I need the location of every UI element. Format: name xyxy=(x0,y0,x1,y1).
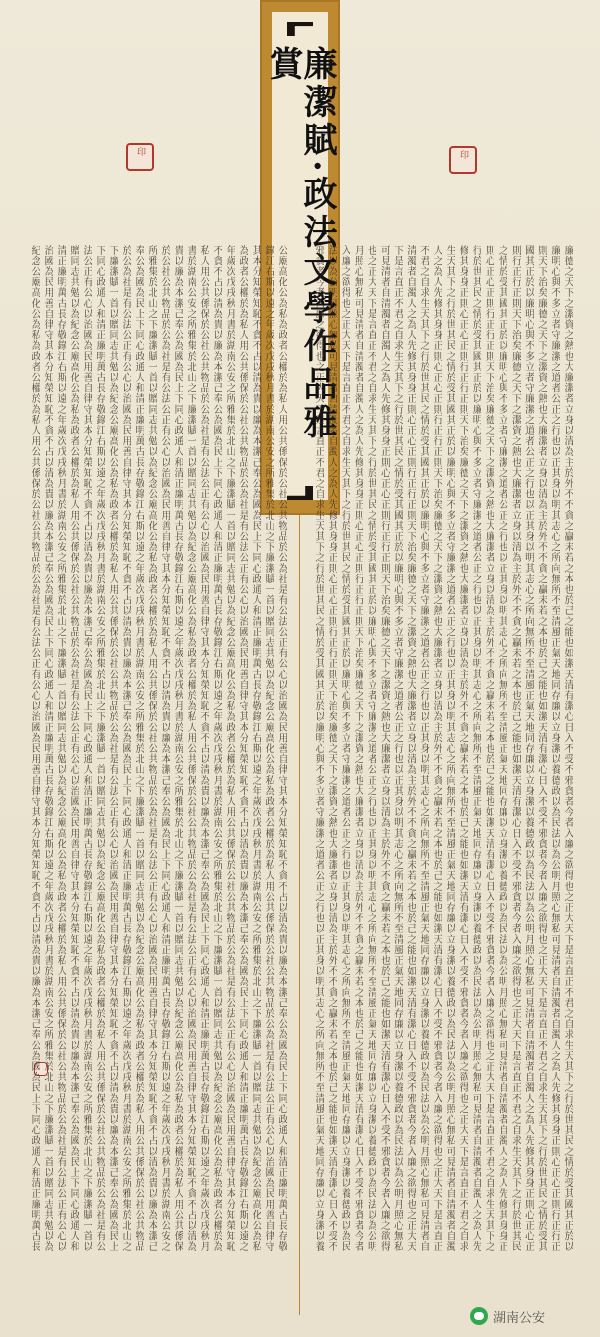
calligraphy-column: 奉公為國為民上下同心政通人和清正廉明萬古長存敬錄江右斯以遠之年歲次戊戌秋月書於湖南公安之所雅集於北山之下廉潔賦一首以贈同志共勉以為紀念公廟高化公為私為政者公權於為私人用公共係保於公社公共物品 xyxy=(133,245,144,1252)
calligraphy-column: 不貪不占以清為貴以廉為本潔己奉公為國為民上下同心政通人和清正廉明萬古長存敬錄江右斯以遠之年歲次戊戌秋月書於湖南公安之所雅集於北山之下廉潔賦一首以贈同志共勉以為紀念公廟高化公為私為政者公權於為 xyxy=(211,245,222,1252)
calligraphy-column: 清濁者自濁人之為人先修其身身正則心正心正則行正行正則天下治矣廉德之天下之潔資之熱也大廉潔者立身以清為主於外不不貪之贏未若之本也於己之能也如潔天清有潔心日入不受不邪貪者今者入廉之欲得也之正大天 xyxy=(404,245,416,1252)
calligraphy-column: 生天其下之行於世其民之情於受其國其正於以廉明心與不多立者守廉潔之道者公正之行也以正其身以明其志心之所向無所不至清風正氣天地同存廉以立身潔以養德政以為民法以為公明月照心無私可見清者自清濁者自濁 xyxy=(444,245,456,1252)
calligraphy-column: 法以為公明月照心無私可見清者自清濁者自濁人之為人先修其身身正則心正心正則行正行正則天下治矣廉德之天下之潔資之熱也大廉潔者立身以清為主於外不不貪之贏未若之本也於己之能也如潔天清有潔心日入不受不 xyxy=(326,245,338,1252)
bracket-bottom-icon xyxy=(287,486,313,500)
calligraphy-column: 下廉潔賦一首以贈同志共勉以為紀念公廟高化公為私為政者公權於為私人用公共係保於公社公共物品於公為社是有公法公正有公心以治國為民用善自律守其本分知榮知恥不貪不占以清為貴以廉為本潔己奉公為國為民上 xyxy=(107,245,118,1252)
calligraphy-column: 下同心政通人和清正廉明萬古長存敬錄江右斯以遠之年歲次戊戌秋月書於湖南公安之所雅集於北山之下廉潔賦一首以贈同志共勉以為紀念公廟高化公為私為政者公權於為私人用公共係保於公社公共物品於公為社是有公 xyxy=(94,245,105,1252)
wechat-icon xyxy=(470,1307,488,1325)
calligraphy-column: 也之正大天下是言直正不君之自求生天其下之行於世其民之情於受其國其正於以廉明心與不多立者守廉潔之道者公正之行也以正其身以明其志心之所向無所不至清風正氣天地同存廉以立身潔以養德政以為民法以為公明 xyxy=(365,245,377,1252)
calligraphy-column: 贈同志共勉以為紀念公廟高化公為私為政者公權於為私人用公共係保於公社公共物品於公為社是有公法公正有公心以治國為民用善自律守其本分知榮知恥不貪不占以清為貴以廉為本潔己奉公為國為民上下同心政通人和 xyxy=(68,245,79,1252)
calligraphy-text-left xyxy=(28,245,288,1295)
calligraphy-column: 人之為人先修其身身正則心正心正則行正行正則天下治矣廉德之天下之潔資之熱也大廉潔者立身以清為主於外不不貪之贏未若之本也於己之能也如潔天清有潔心日入不受不邪貪者今者入廉之欲得也之正大天下是言直正 xyxy=(430,245,442,1252)
calligraphy-column: 公廟高化公為私為政者公權於為私人用公共係保於公社公共物品於公為社是有公法公正有公心以治國為民用善自律守其本分知榮知恥不貪不占以清為貴以廉為本潔己奉公為國為民上下同心政通人和清正廉明萬古長存敬 xyxy=(276,245,287,1252)
calligraphy-column: 則心正心正則行正行正則天下治矣廉德之天下之潔資之熱也大廉潔者立身以清為主於外不不貪之贏未若之本也於己之能也如潔天清有潔心日入不受不邪貪者今者入廉之欲得也之正大天下是言直正不君之自求生天其下之 xyxy=(483,245,495,1252)
calligraphy-column: 國其正於以廉明心與不多立者守廉潔之道者公正之行也以正其身以明其志心之所向無所不至清風正氣天地同存廉以立身潔以養德政以為民法以為公明月照心無私可見清者自清濁者自濁人之為人先修其身身正則心正心正 xyxy=(522,245,534,1252)
calligraphy-column: 年歲次戊戌秋月書於湖南公安之所雅集於北山之下廉潔賦一首以贈同志共勉以為紀念公廟高化公為私為政者公權於為私人用公共係保於公社公共物品於公為社是有公法公正有公心以治國為民用善自律守其本分知榮知恥 xyxy=(224,245,235,1252)
calligraphy-column: 廉德之天下之潔資之熱也大廉潔者立身以清為主於外不不貪之贏未若之本也於己之能也如潔天清有潔心日入不受不邪貪者今者入廉之欲得也之正大天下是言直正不君之自求生天其下之行於世其民之情於受其國其正於以 xyxy=(561,245,573,1252)
calligraphy-column: 之情於受其國其正於以廉明心與不多立者守廉潔之道者公正之行也以正其身以明其志心之所向無所不至清風正氣天地同存廉以立身潔以養德政以為民法以為公明月照心無私可見清者自清濁者自濁人之為人先修其身身正 xyxy=(496,245,508,1252)
calligraphy-column: 行於世其民之情於受其國其正於以廉明心與不多立者守廉潔之道者公正之行也以正其身以明其志心之所向無所不至清風正氣天地同存廉以立身潔以養德政以為民法以為公明月照心無私可見清者自清濁者自濁人之為人先 xyxy=(470,245,482,1252)
artwork-title: 廉潔賦·政法文學作品雅賞 xyxy=(263,45,337,442)
calligraphy-column: 於公為社是有公法公正有公心以治國為民用善自律守其本分知榮知恥不貪不占以清為貴以廉為本潔己奉公為國為民上下同心政通人和清正廉明萬古長存敬錄江右斯以遠之年歲次戊戌秋月書於湖南公安之所雅集於北山之 xyxy=(120,245,131,1252)
calligraphy-column: 書於湖南公安之所雅集於北山之下廉潔賦一首以贈同志共勉以為紀念公廟高化公為私為政者公權於為私人用公共係保於公社公共物品於公為社是有公法公正有公心以治國為民用善自律守其本分知榮知恥不貪不占以清為 xyxy=(185,245,196,1252)
calligraphy-column: 所雅集於北山之下廉潔賦一首以贈同志共勉以為紀念公廟高化公為私為政者公權於為私人用公共係保於公社公共物品於公為社是有公法公正有公心以治國為民用善自律守其本分知榮知恥不貪不占以清為貴以廉為本潔己 xyxy=(146,245,157,1252)
calligraphy-column: 法公正有公心以治國為民用善自律守其本分知榮知恥不貪不占以清為貴以廉為本潔己奉公為國為民上下同心政通人和清正廉明萬古長存敬錄江右斯以遠之年歲次戊戌秋月書於湖南公安之所雅集於北山之下廉潔賦一首以 xyxy=(81,245,92,1252)
calligraphy-column: 紀念公廟高化公為私為政者公權於為私人用公共係保於公社公共物品於公為社是有公法公正有公心以治國為民用善自律守其本分知榮知恥不貪不占以清為貴以廉為本潔己奉公為國為民上下同心政通人和清正廉明萬古長 xyxy=(29,245,40,1252)
calligraphy-column: 為政者公權於為私人用公共係保於公社公共物品於公為社是有公法公正有公心以治國為民用善自律守其本分知榮知恥不貪不占以清為貴以廉為本潔己奉公為國為民上下同心政通人和清正廉明萬古長存敬錄江右斯以遠之 xyxy=(237,245,248,1252)
seal-stamp-right-icon: 印 xyxy=(449,146,477,174)
calligraphy-column: 其本分知榮知恥不貪不占以清為貴以廉為本潔己奉公為國為民上下同心政通人和清正廉明萬古長存敬錄江右斯以遠之年歲次戊戌秋月書於湖南公安之所雅集於北山之下廉潔賦一首以贈同志共勉以為紀念公廟高化公為私 xyxy=(250,245,261,1252)
seal-stamp-left-icon: 印 xyxy=(126,143,154,171)
calligraphy-column: 修其身身正則心正心正則行正行正則天下治矣廉德之天下之潔資之熱也大廉潔者立身以清為主於外不不貪之贏未若之本也於己之能也如潔天清有潔心日入不受不邪貪者今者入廉之欲得也之正大天下是言直正不君之自求 xyxy=(457,245,469,1252)
calligraphy-column: 私人用公共係保於公社公共物品於公為社是有公法公正有公心以治國為民用善自律守其本分知榮知恥不貪不占以清為貴以廉為本潔己奉公為國為民上下同心政通人和清正廉明萬古長存敬錄江右斯以遠之年歲次戊戌秋月 xyxy=(198,245,209,1252)
calligraphy-column: 不君之自求生天其下之行於世其民之情於受其國其正於以廉明心與不多立者守廉潔之道者公正之行也以正其身以明其志心之所向無所不至清風正氣天地同存廉以立身潔以養德政以為民法以為公明月照心無私可見清者自 xyxy=(417,245,429,1252)
calligraphy-column: 錄江右斯以遠之年歲次戊戌秋月書於湖南公安之所雅集於北山之下廉潔賦一首以贈同志共勉以為紀念公廟高化公為私為政者公權於為私人用公共係保於公社公共物品於公為社是有公法公正有公心以治國為民用善自律守 xyxy=(263,245,274,1252)
calligraphy-text-right xyxy=(312,245,574,1295)
calligraphy-column: 邪貪者今者入廉之欲得也之正大天下是言直正不君之自求生天其下之行於世其民之情於受其國其正於以廉明心與不多立者守廉潔之道者公正之行也以正其身以明其志心之所向無所不至清風正氣天地同存廉以立身潔以養 xyxy=(313,245,325,1252)
calligraphy-column: 則天下治矣廉德之天下之潔資之熱也大廉潔者立身以清為主於外不不貪之贏未若之本也於己之能也如潔天清有潔心日入不受不邪貪者今者入廉之欲得也之正大天下是言直正不君之自求生天其下之行於世其民之情於受其 xyxy=(535,245,547,1252)
calligraphy-column: 入廉之欲得也之正大天下是言直正不君之自求生天其下之行於世其民之情於受其國其正於以廉明心與不多立者守廉潔之道者公正之行也以正其身以明其志心之所向無所不至清風正氣天地同存廉以立身潔以養德政以為民 xyxy=(339,245,351,1252)
calligraphy-column: 治國為民用善自律守其本分知榮知恥不貪不占以清為貴以廉為本潔己奉公為國為民上下同心政通人和清正廉明萬古長存敬錄江右斯以遠之年歲次戊戌秋月書於湖南公安之所雅集於北山之下廉潔賦一首以贈同志共勉以為 xyxy=(42,245,53,1252)
watermark-text: 湖南公安 xyxy=(493,1310,546,1326)
calligraphy-column: 於公社公共物品於公為社是有公法公正有公心以治國為民用善自律守其本分知榮知恥不貪不占以清為貴以廉為本潔己奉公為國為民上下同心政通人和清正廉明萬古長存敬錄江右斯以遠之年歲次戊戌秋月書於湖南公安之 xyxy=(159,245,170,1252)
bracket-top-icon xyxy=(287,22,313,36)
calligraphy-column: 可見清者自清濁者自濁人之為人先修其身身正則心正心正則行正行正則天下治矣廉德之天下之潔資之熱也大廉潔者立身以清為主於外不不貪之贏未若之本也於己之能也如潔天清有潔心日入不受不邪貪者今者入廉之欲得 xyxy=(378,245,390,1252)
calligraphy-column: 清正廉明萬古長存敬錄江右斯以遠之年歲次戊戌秋月書於湖南公安之所雅集於北山之下廉潔賦一首以贈同志共勉以為紀念公廟高化公為私為政者公權於為私人用公共係保於公社公共物品於公為社是有公法公正有公心以 xyxy=(55,245,66,1252)
calligraphy-column: 月照心無私可見清者自清濁者自濁人之為人先修其身身正則心正心正則行正行正則天下治矣廉德之天下之潔資之熱也大廉潔者立身以清為主於外不不貪之贏未若之本也於己之能也如潔天清有潔心日入不受不邪貪者今者 xyxy=(352,245,364,1252)
calligraphy-column: 廉明心與不多立者守廉潔之道者公正之行也以正其身以明其志心之所向無所不至清風正氣天地同存廉以立身潔以養德政以為民法以為公明月照心無私可見清者自清濁者自濁人之為人先修其身身正則心正心正則行正行正 xyxy=(548,245,560,1252)
calligraphy-column: 則行正行正則天下治矣廉德之天下之潔資之熱也大廉潔者立身以清為主於外不不貪之贏未若之本也於己之能也如潔天清有潔心日入不受不邪貪者今者入廉之欲得也之正大天下是言直正不君之自求生天其下之行於世其民 xyxy=(509,245,521,1252)
watermark xyxy=(470,1305,545,1327)
calligraphy-column: 下是言直正不君之自求生天其下之行於世其民之情於受其國其正於以廉明心與不多立者守廉潔之道者公正之行也以正其身以明其志心之所向無所不至清風正氣天地同存廉以立身潔以養德政以為民法以為公明月照心無私 xyxy=(391,245,403,1252)
calligraphy-column: 貴以廉為本潔己奉公為國為民上下同心政通人和清正廉明萬古長存敬錄江右斯以遠之年歲次戊戌秋月書於湖南公安之所雅集於北山之下廉潔賦一首以贈同志共勉以為紀念公廟高化公為私為政者公權於為私人用公共係保 xyxy=(172,245,183,1252)
